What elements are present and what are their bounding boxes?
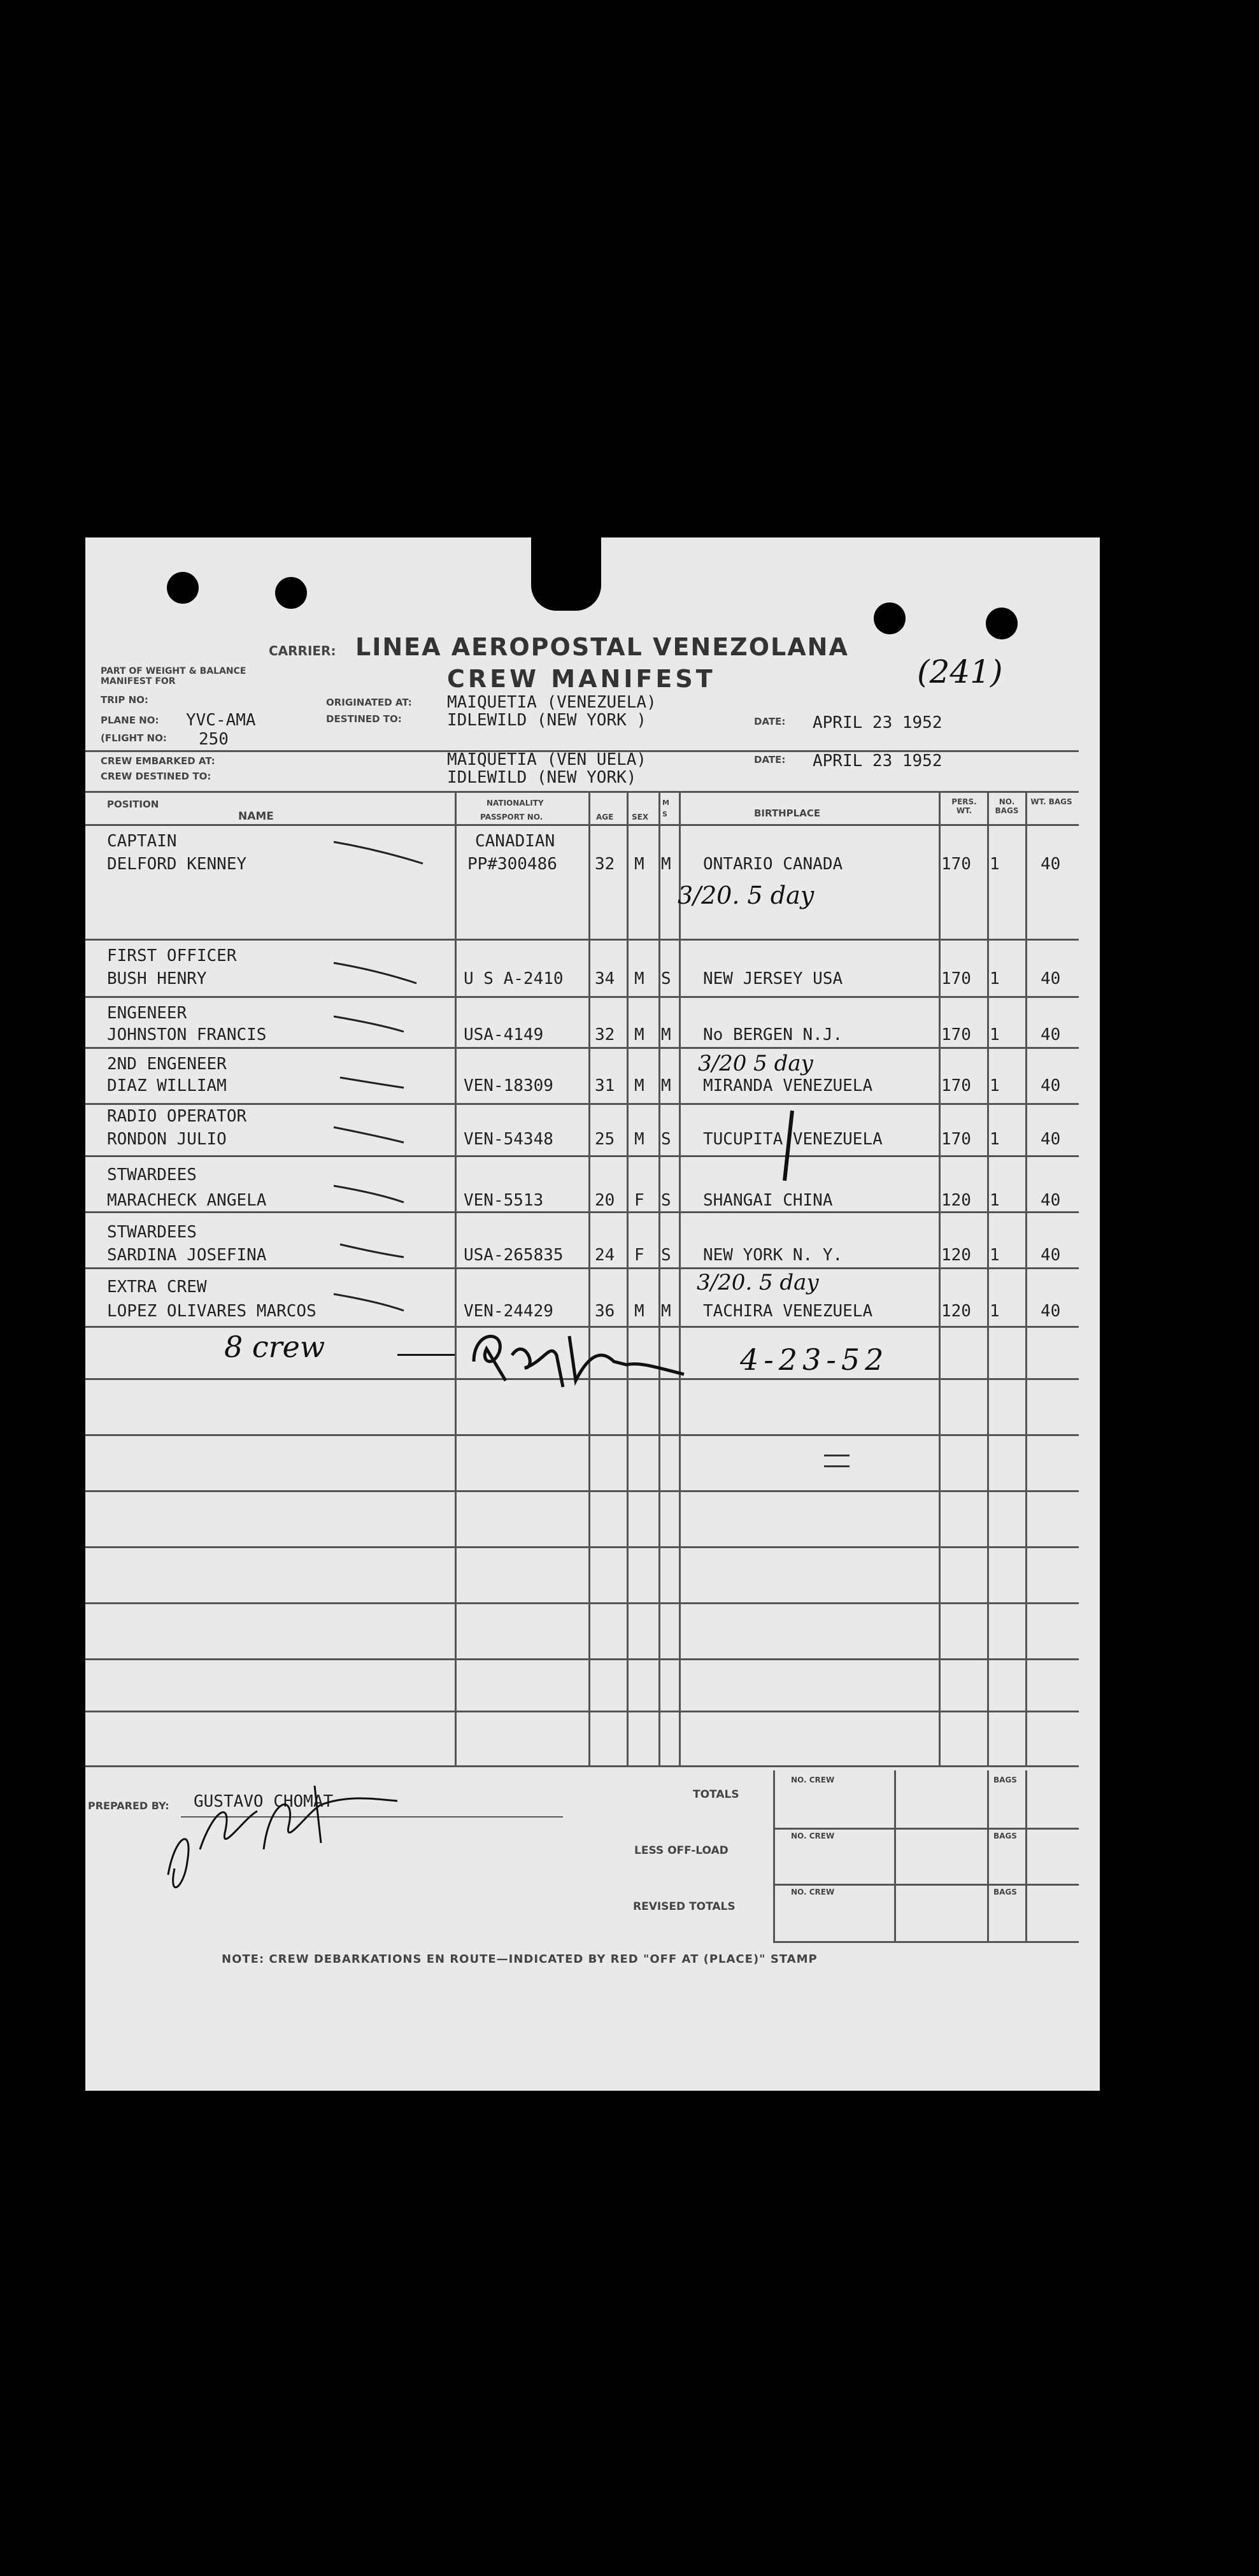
preparer-signature bbox=[155, 1760, 461, 1913]
header-marital-status: M S bbox=[662, 799, 669, 818]
column-divider bbox=[939, 791, 941, 1765]
footer-note: NOTE: CREW DEBARKATIONS EN ROUTE—INDICATED BY RED "OFF AT (PLACE)" STAMP bbox=[222, 1953, 818, 1966]
crew-wt-bags: 40 bbox=[1041, 1191, 1061, 1210]
part-of-label: PART OF WEIGHT & BALANCE MANIFEST FOR bbox=[101, 666, 246, 687]
trip-label: TRIP NO: bbox=[101, 694, 148, 706]
crew-pers-wt: 170 bbox=[941, 1130, 971, 1149]
handwritten-note: 3/20 5 day bbox=[698, 1051, 813, 1076]
no-crew-label: NO. CREW bbox=[791, 1775, 835, 1784]
crew-pers-wt: 120 bbox=[941, 1302, 971, 1321]
crew-birthplace: NEW YORK N. Y. bbox=[703, 1246, 843, 1265]
no-crew-label: NO. CREW bbox=[791, 1888, 835, 1896]
crew-position: ENGENEER bbox=[107, 1004, 187, 1023]
crew-pers-wt: 170 bbox=[941, 1076, 971, 1095]
row-line bbox=[85, 1267, 1079, 1269]
crew-birthplace: SHANGAI CHINA bbox=[703, 1191, 833, 1210]
header-nationality: NATIONALITY bbox=[487, 799, 544, 808]
sign-date: 4-23-52 bbox=[740, 1342, 889, 1377]
crew-pers-wt: 120 bbox=[941, 1191, 971, 1210]
crew-name: MARACHECK ANGELA bbox=[107, 1191, 267, 1210]
crew-passport: VEN-54348 bbox=[464, 1130, 553, 1149]
flight-label: (FLIGHT NO: bbox=[101, 732, 167, 744]
crew-birthplace: ONTARIO CANADA bbox=[703, 855, 843, 874]
crew-position: STWARDEES bbox=[107, 1223, 197, 1242]
crew-no-bags: 1 bbox=[990, 969, 1000, 988]
crew-sex: M bbox=[634, 1130, 644, 1149]
crew-passport: VEN-5513 bbox=[464, 1191, 544, 1210]
totals-divider bbox=[1025, 1770, 1027, 1942]
header-pers-wt: PERS. WT. bbox=[951, 797, 977, 815]
crew-name: DELFORD KENNEY bbox=[107, 855, 247, 874]
handwritten-note: 3/20. 5 day bbox=[678, 881, 814, 909]
crew-marital-status: S bbox=[661, 969, 671, 988]
totals-row-line bbox=[773, 1884, 1079, 1886]
header-wt-bags: WT. BAGS bbox=[1030, 797, 1072, 806]
crew-passport: VEN-24429 bbox=[464, 1302, 553, 1321]
crew-marital-status: S bbox=[661, 1130, 671, 1149]
crew-wt-bags: 40 bbox=[1041, 855, 1061, 874]
crew-passport: VEN-18309 bbox=[464, 1076, 553, 1095]
crew-sex: M bbox=[634, 1302, 644, 1321]
check-marks bbox=[334, 837, 461, 1346]
crew-no-bags: 1 bbox=[990, 1302, 1000, 1321]
crew-destined-value: IDLEWILD (NEW YORK) bbox=[447, 768, 637, 787]
revised-totals-label: REVISED TOTALS bbox=[633, 1900, 736, 1913]
torn-notch bbox=[531, 537, 601, 611]
crew-name: SARDINA JOSEFINA bbox=[107, 1246, 267, 1265]
bags-label: BAGS bbox=[993, 1832, 1017, 1840]
destined-value: IDLEWILD (NEW YORK ) bbox=[447, 711, 647, 730]
crew-marital-status: M bbox=[661, 1076, 671, 1095]
crew-passport: USA-265835 bbox=[464, 1246, 564, 1265]
header-age: AGE bbox=[596, 813, 614, 822]
header-birthplace: BIRTHPLACE bbox=[754, 808, 821, 819]
punch-hole bbox=[874, 602, 906, 634]
crew-sex: M bbox=[634, 969, 644, 988]
row-line bbox=[85, 996, 1079, 998]
dash-stroke bbox=[397, 1354, 455, 1356]
crew-wt-bags: 40 bbox=[1041, 1076, 1061, 1095]
crew-age: 20 bbox=[595, 1191, 615, 1210]
handwritten-note: 3/20. 5 day bbox=[697, 1270, 819, 1295]
crew-no-bags: 1 bbox=[990, 1025, 1000, 1044]
crew-marital-status: S bbox=[661, 1246, 671, 1265]
less-offload-label: LESS OFF-LOAD bbox=[634, 1844, 729, 1857]
crew-passport: U S A-2410 bbox=[464, 969, 564, 988]
crew-passport: USA-4149 bbox=[464, 1025, 544, 1044]
header-bottom-border bbox=[85, 824, 1079, 826]
crew-marital-status: M bbox=[661, 855, 671, 874]
crew-age: 32 bbox=[595, 1025, 615, 1044]
crew-destined-label: CREW DESTINED TO: bbox=[101, 771, 211, 782]
destined-label: DESTINED TO: bbox=[326, 713, 402, 725]
crew-passport: PP#300486 bbox=[467, 855, 557, 874]
row-line bbox=[85, 1602, 1079, 1604]
crew-pers-wt: 170 bbox=[941, 969, 971, 988]
crew-wt-bags: 40 bbox=[1041, 1302, 1061, 1321]
date-value: APRIL 23 1952 bbox=[813, 713, 942, 732]
crew-marital-status: S bbox=[661, 1191, 671, 1210]
crew-position: STWARDEES bbox=[107, 1165, 197, 1185]
crew-position: EXTRA CREW bbox=[107, 1277, 207, 1297]
header-name: NAME bbox=[238, 810, 274, 823]
totals-divider bbox=[894, 1770, 896, 1942]
column-divider bbox=[679, 791, 681, 1765]
crew-nationality: CANADIAN bbox=[475, 832, 555, 851]
crew-pers-wt: 170 bbox=[941, 1025, 971, 1044]
crew-no-bags: 1 bbox=[990, 1246, 1000, 1265]
crew-wt-bags: 40 bbox=[1041, 1025, 1061, 1044]
crew-marital-status: M bbox=[661, 1302, 671, 1321]
crew-wt-bags: 40 bbox=[1041, 1130, 1061, 1149]
no-crew-label: NO. CREW bbox=[791, 1832, 835, 1840]
crew-no-bags: 1 bbox=[990, 1191, 1000, 1210]
punch-hole bbox=[275, 577, 307, 609]
column-divider bbox=[987, 791, 989, 1765]
inspector-signature bbox=[467, 1323, 735, 1393]
page-number: (241) bbox=[917, 653, 1003, 690]
crew-no-bags: 1 bbox=[990, 1076, 1000, 1095]
row-line bbox=[85, 1211, 1079, 1213]
embarked-value: MAIQUETIA (VEN UELA) bbox=[447, 750, 647, 769]
row-line bbox=[85, 1103, 1079, 1105]
plane-label: PLANE NO: bbox=[101, 715, 159, 726]
originated-label: ORIGINATED AT: bbox=[326, 697, 412, 708]
header-passport: PASSPORT NO. bbox=[480, 813, 543, 822]
row-line bbox=[85, 1155, 1079, 1157]
manifest-sheet bbox=[85, 537, 1100, 2091]
bags-label: BAGS bbox=[993, 1775, 1017, 1784]
table-top-border bbox=[85, 791, 1079, 793]
crew-birthplace: NEW JERSEY USA bbox=[703, 969, 843, 988]
header-position: POSITION bbox=[107, 799, 159, 810]
crew-position: FIRST OFFICER bbox=[107, 946, 237, 965]
embarked-label: CREW EMBARKED AT: bbox=[101, 755, 215, 767]
header-no-bags: NO. BAGS bbox=[995, 797, 1019, 815]
crew-no-bags: 1 bbox=[990, 1130, 1000, 1149]
row-line bbox=[85, 939, 1079, 941]
date-value-2: APRIL 23 1952 bbox=[813, 751, 942, 771]
crew-marital-status: M bbox=[661, 1025, 671, 1044]
crew-birthplace: TACHIRA VENEZUELA bbox=[703, 1302, 873, 1321]
header-sex: SEX bbox=[632, 813, 649, 822]
crew-age: 34 bbox=[595, 969, 615, 988]
column-divider bbox=[627, 791, 629, 1765]
carrier-label: CARRIER: bbox=[269, 643, 336, 658]
crew-name: JOHNSTON FRANCIS bbox=[107, 1025, 267, 1044]
crew-sex: M bbox=[634, 1076, 644, 1095]
bags-label: BAGS bbox=[993, 1888, 1017, 1896]
totals-divider bbox=[773, 1770, 775, 1942]
date-label-2: DATE: bbox=[754, 754, 786, 765]
row-line bbox=[85, 1658, 1079, 1660]
prepared-label: PREPARED BY: bbox=[88, 1800, 169, 1812]
crew-position: 2ND ENGENEER bbox=[107, 1055, 227, 1074]
crew-wt-bags: 40 bbox=[1041, 969, 1061, 988]
column-divider bbox=[588, 791, 590, 1765]
row-line bbox=[85, 1546, 1079, 1548]
crew-birthplace: MIRANDA VENEZUELA bbox=[703, 1076, 873, 1095]
row-line bbox=[85, 1711, 1079, 1712]
crew-age: 36 bbox=[595, 1302, 615, 1321]
crew-pers-wt: 170 bbox=[941, 855, 971, 874]
crew-position: CAPTAIN bbox=[107, 832, 177, 851]
crew-birthplace: No BERGEN N.J. bbox=[703, 1025, 843, 1044]
crew-count-note: 8 crew bbox=[224, 1330, 325, 1364]
row-line bbox=[85, 1490, 1079, 1492]
punch-hole bbox=[167, 572, 199, 604]
prepared-by: GUSTAVO CHOMAT bbox=[194, 1792, 334, 1811]
scratch-mark bbox=[824, 1455, 850, 1467]
totals-row-line bbox=[773, 1828, 1079, 1830]
totals-divider bbox=[987, 1770, 989, 1942]
crew-wt-bags: 40 bbox=[1041, 1246, 1061, 1265]
row-line bbox=[85, 1047, 1079, 1049]
crew-name: LOPEZ OLIVARES MARCOS bbox=[107, 1302, 317, 1321]
date-label: DATE: bbox=[754, 716, 786, 727]
crew-sex: F bbox=[634, 1191, 644, 1210]
column-divider bbox=[1025, 791, 1027, 1765]
plane-no: YVC-AMA bbox=[186, 711, 256, 730]
crew-name: BUSH HENRY bbox=[107, 969, 207, 988]
carrier-name: LINEA AEROPOSTAL VENEZOLANA bbox=[355, 633, 849, 661]
flight-no: 250 bbox=[199, 730, 229, 749]
originated-value: MAIQUETIA (VENEZUELA) bbox=[447, 693, 657, 712]
row-line bbox=[85, 1434, 1079, 1436]
crew-age: 24 bbox=[595, 1246, 615, 1265]
crew-age: 32 bbox=[595, 855, 615, 874]
crew-age: 31 bbox=[595, 1076, 615, 1095]
manifest-title: CREW MANIFEST bbox=[447, 665, 716, 693]
crew-sex: M bbox=[634, 855, 644, 874]
crew-name: DIAZ WILLIAM bbox=[107, 1076, 227, 1095]
pen-stroke bbox=[779, 1111, 805, 1187]
crew-sex: F bbox=[634, 1246, 644, 1265]
punch-hole bbox=[986, 608, 1018, 639]
crew-no-bags: 1 bbox=[990, 855, 1000, 874]
crew-name: RONDON JULIO bbox=[107, 1130, 227, 1149]
totals-label: TOTALS bbox=[693, 1788, 739, 1801]
crew-pers-wt: 120 bbox=[941, 1246, 971, 1265]
crew-birthplace: TUCUPITA VENEZUELA bbox=[703, 1130, 883, 1149]
crew-age: 25 bbox=[595, 1130, 615, 1149]
crew-sex: M bbox=[634, 1025, 644, 1044]
crew-position: RADIO OPERATOR bbox=[107, 1107, 247, 1126]
totals-row-line bbox=[773, 1941, 1079, 1943]
column-divider bbox=[658, 791, 660, 1765]
